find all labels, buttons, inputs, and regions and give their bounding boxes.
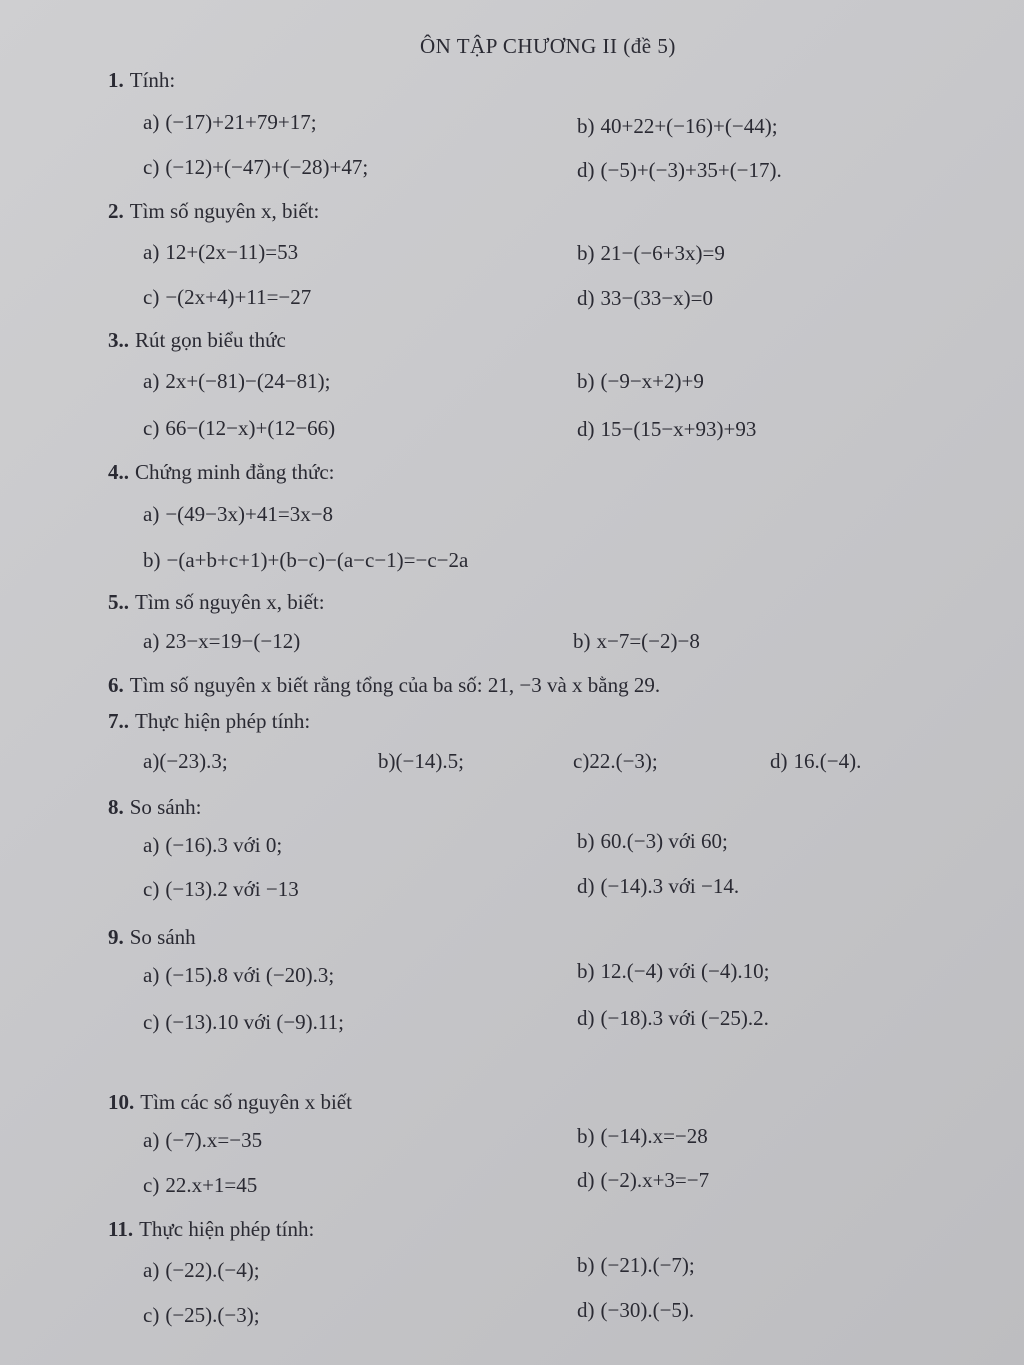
item-label: b) — [577, 241, 595, 265]
item-text: (−18).3 với (−25).2. — [600, 1006, 769, 1030]
item-label: d) — [770, 749, 788, 773]
q2-item-b — [577, 241, 725, 266]
item-text: (−9−x+2)+9 — [600, 369, 704, 393]
item-text: Tìm số nguyên x biết rằng tổng của ba số: 21, −3 và x bằng 29. — [129, 673, 661, 697]
q4-item-a — [143, 502, 333, 527]
item-text: b) — [378, 749, 396, 773]
item-label: c) — [143, 1173, 160, 1197]
q3-item-a — [143, 369, 331, 394]
question-number: 8. — [108, 795, 124, 819]
q8-item-d — [577, 874, 739, 899]
item-text: 16.(−4). — [793, 749, 862, 773]
question-11-heading — [108, 1217, 314, 1242]
question-9-heading — [108, 925, 196, 950]
item-label: a) — [143, 963, 160, 987]
item-text: (−7).x=−35 — [165, 1128, 263, 1152]
item-text: Thực hiện phép tính: — [135, 709, 311, 733]
item-text: Chứng minh đẳng thức: — [135, 460, 335, 484]
page-title: ÔN TẬP CHƯƠNG II (đề 5) — [420, 34, 676, 58]
item-text: Tính: — [129, 68, 176, 92]
item-label: d) — [577, 286, 595, 310]
item-label: b) — [143, 548, 161, 572]
item-text: (−22).(−4); — [165, 1258, 260, 1282]
q1-item-b — [577, 114, 778, 139]
question-2-heading — [108, 199, 319, 224]
item-text: Tìm các số nguyên x biết — [140, 1090, 352, 1114]
item-text: a) — [143, 749, 160, 773]
item-label: c) — [143, 1303, 160, 1327]
item-label: c) — [143, 1010, 160, 1034]
q1-item-d — [577, 158, 782, 183]
item-text: Thực hiện phép tính: — [139, 1217, 315, 1241]
item-label: d) — [577, 417, 595, 441]
item-label: c) — [143, 155, 160, 179]
item-text: (−23).3; — [159, 749, 228, 773]
item-label: b) — [577, 959, 595, 983]
item-text: 40+22+(−16)+(−44); — [600, 114, 778, 138]
question-10-heading — [108, 1090, 352, 1115]
q1-item-a — [143, 110, 317, 135]
q5-item-b — [573, 629, 700, 654]
q9-item-d — [577, 1006, 769, 1031]
item-label: a) — [143, 833, 160, 857]
q7-item-c — [573, 749, 658, 774]
item-label: a) — [143, 629, 160, 653]
question-5-heading — [108, 590, 325, 615]
item-text: (−30).(−5). — [600, 1298, 695, 1322]
item-text: Tìm số nguyên x, biết: — [135, 590, 325, 614]
q2-item-c — [143, 285, 311, 310]
item-label: a) — [143, 240, 160, 264]
q7-item-d — [770, 749, 861, 774]
item-label: c) — [143, 877, 160, 901]
item-text: So sánh: — [129, 795, 202, 819]
item-text: 22.(−3); — [589, 749, 658, 773]
item-label: b) — [577, 1124, 595, 1148]
q8-item-a — [143, 833, 282, 858]
item-label: c) — [143, 285, 160, 309]
item-text: 2x+(−81)−(24−81); — [165, 369, 331, 393]
item-text: 15−(15−x+93)+93 — [600, 417, 757, 441]
question-number: 4.. — [108, 460, 129, 484]
item-label: a) — [143, 502, 160, 526]
q11-item-a — [143, 1258, 260, 1283]
item-text: 23−x=19−(−12) — [165, 629, 301, 653]
question-number: 1. — [108, 68, 124, 92]
question-1-heading — [108, 68, 175, 93]
q10-item-d — [577, 1168, 709, 1193]
q4-item-b — [143, 548, 468, 573]
item-label: a) — [143, 1258, 160, 1282]
item-text: (−21).(−7); — [600, 1253, 695, 1277]
question-6-heading — [108, 673, 660, 698]
item-text: (−13).2 với −13 — [165, 877, 299, 901]
item-text: (−15).8 với (−20).3; — [165, 963, 335, 987]
item-text: 12+(2x−11)=53 — [165, 240, 299, 264]
item-label: a) — [143, 1128, 160, 1152]
item-label: b) — [577, 369, 595, 393]
question-number: 9. — [108, 925, 124, 949]
item-label: c) — [143, 416, 160, 440]
item-label: d) — [577, 874, 595, 898]
q10-item-a — [143, 1128, 262, 1153]
q9-item-a — [143, 963, 334, 988]
item-text: 33−(33−x)=0 — [600, 286, 714, 310]
q9-item-c — [143, 1010, 344, 1035]
item-text: 12.(−4) với (−4).10; — [600, 959, 770, 983]
item-text: (−13).10 với (−9).11; — [165, 1010, 344, 1034]
item-text: Tìm số nguyên x, biết: — [129, 199, 320, 223]
q11-item-b — [577, 1253, 695, 1278]
item-text: 21−(−6+3x)=9 — [600, 241, 725, 265]
item-text: −(2x+4)+11=−27 — [165, 285, 312, 309]
q10-item-c — [143, 1173, 257, 1198]
item-label: d) — [577, 1168, 595, 1192]
question-number: 3.. — [108, 328, 129, 352]
question-number: 10. — [108, 1090, 135, 1114]
item-text: (−16).3 với 0; — [165, 833, 283, 857]
item-text: 60.(−3) với 60; — [600, 829, 728, 853]
item-text: So sánh — [129, 925, 196, 949]
question-3-heading — [108, 328, 286, 353]
question-number: 11. — [108, 1217, 134, 1241]
item-text: 22.x+1=45 — [165, 1173, 258, 1197]
item-label: b) — [573, 629, 591, 653]
question-8-heading — [108, 795, 202, 820]
item-text: (−2).x+3=−7 — [600, 1168, 710, 1192]
question-number: 2. — [108, 199, 124, 223]
q8-item-b — [577, 829, 728, 854]
q2-item-d — [577, 286, 713, 311]
item-text: (−14).5; — [395, 749, 464, 773]
item-text: Rút gọn biểu thức — [135, 328, 286, 352]
question-4-heading — [108, 460, 335, 485]
item-label: d) — [577, 158, 595, 182]
item-text: (−25).(−3); — [165, 1303, 260, 1327]
item-text: (−12)+(−47)+(−28)+47; — [165, 155, 369, 179]
q1-item-c — [143, 155, 368, 180]
item-text: (−14).x=−28 — [600, 1124, 708, 1148]
item-text: (−14).3 với −14. — [600, 874, 740, 898]
q3-item-d — [577, 417, 756, 442]
q3-item-c — [143, 416, 335, 441]
q11-item-d — [577, 1298, 694, 1323]
q11-item-c — [143, 1303, 260, 1328]
q2-item-a — [143, 240, 298, 265]
question-number: 5.. — [108, 590, 129, 614]
item-label: b) — [577, 829, 595, 853]
item-text: 66−(12−x)+(12−66) — [165, 416, 336, 440]
item-text: (−5)+(−3)+35+(−17). — [600, 158, 782, 182]
question-number: 7.. — [108, 709, 129, 733]
item-label: d) — [577, 1006, 595, 1030]
q9-item-b — [577, 959, 769, 984]
item-label: b) — [577, 1253, 595, 1277]
question-7-heading — [108, 709, 310, 734]
q3-item-b — [577, 369, 704, 394]
q7-item-a — [143, 749, 228, 774]
q5-item-a — [143, 629, 300, 654]
item-text: x−7=(−2)−8 — [596, 629, 700, 653]
item-label: d) — [577, 1298, 595, 1322]
item-label: a) — [143, 110, 160, 134]
q8-item-c — [143, 877, 299, 902]
item-text: −(a+b+c+1)+(b−c)−(a−c−1)=−c−2a — [166, 548, 469, 572]
item-text: −(49−3x)+41=3x−8 — [165, 502, 334, 526]
item-label: a) — [143, 369, 160, 393]
question-number: 6. — [108, 673, 124, 697]
item-label: b) — [577, 114, 595, 138]
q10-item-b — [577, 1124, 708, 1149]
q7-item-b — [378, 749, 464, 774]
item-text: (−17)+21+79+17; — [165, 110, 317, 134]
item-text: c) — [573, 749, 590, 773]
